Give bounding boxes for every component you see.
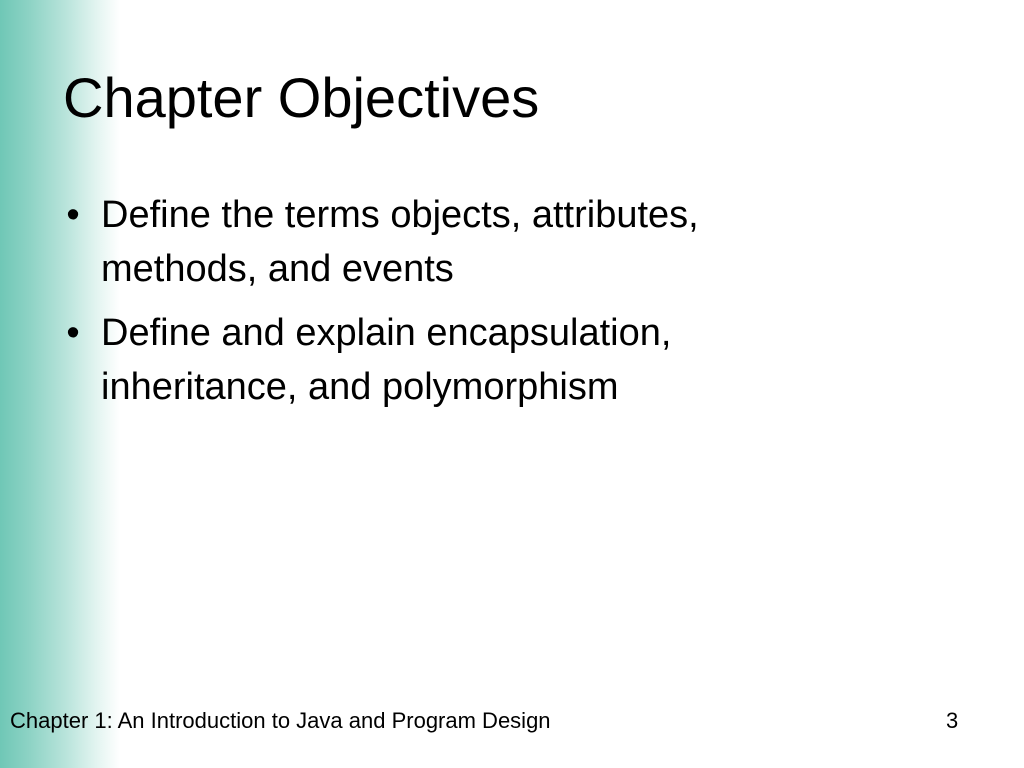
bullet-item — [58, 306, 858, 414]
bullet-text: Define and explain encapsulation, inheritance, and polymorphism — [101, 312, 672, 408]
bullet-list — [58, 188, 858, 424]
bullet-item — [58, 188, 858, 296]
slide-footer: Chapter 1: An Introduction to Java and Program Design — [10, 708, 551, 733]
bullet-icon: • — [66, 194, 80, 236]
bullet-text: Define the terms objects, attributes, methods, and events — [101, 194, 699, 290]
bullet-icon: • — [66, 312, 80, 354]
slide-title: Chapter Objectives — [63, 66, 540, 129]
page-number: 3 — [946, 708, 959, 733]
